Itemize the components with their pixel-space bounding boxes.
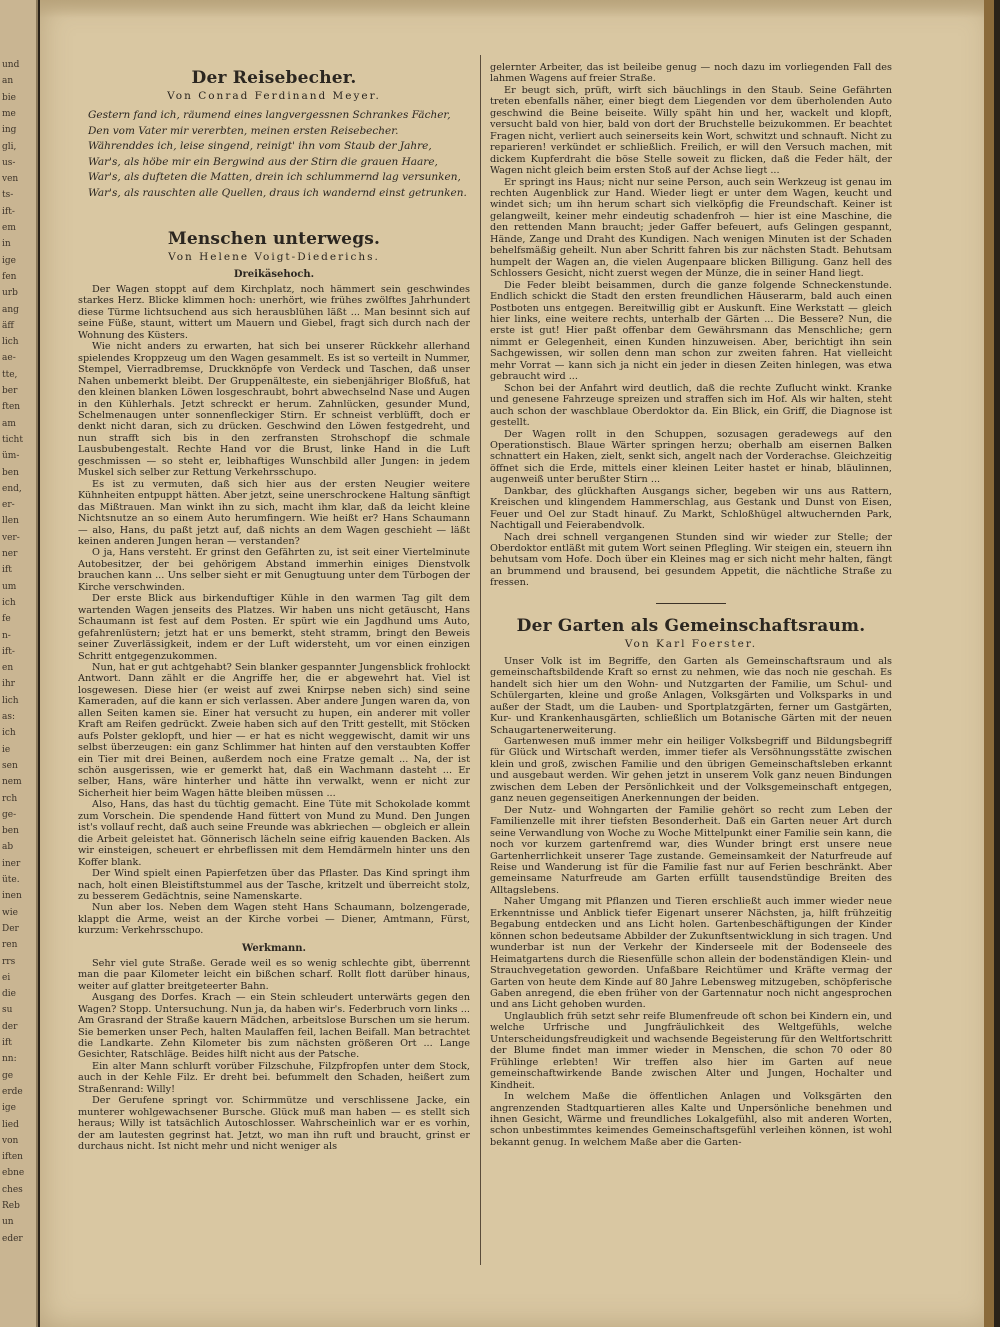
continuation-paragraph: Dankbar, des glückhaften Ausgangs sicher, begeben wir uns aus Rattern, Kreischen und klingendem Hammerschlag, aus Gestank und Dunst von Eisen, Feuer und Oel zur Stadt hinauf. Zu Markt, Schloßhügel altwuchernden Park, Nachtigall und Feierabendvolk. (490, 485, 892, 532)
margin-fragment: der (2, 1021, 18, 1032)
margin-fragment: ich (2, 728, 16, 739)
garten-paragraph: Der Nutz- und Wohngarten der Familie gehört so recht zum Leben der Familienzelle mit ihrer tiefsten Besonderheit. Daß ein Garten neuer Art durch seine Verwandlung von Woche zu Woche Mittelpunkt einer Familie sein kann, die noch vor kurzem gartenfremd war, dies Wunder bringt erst unsere neue Gartenherrlichkeit unserer Tage zustande. Gemeinsamkeit der Naturfreude auf Reise und Wanderung ist für die Familie fast nur auf Ferien beschränkt. Aber gemeinsame Naturfreude am Garten erfüllt tausendstündige Breiten des Alltagslebens. (490, 804, 892, 896)
margin-fragment: ab (2, 842, 14, 853)
margin-fragment: rch (2, 793, 18, 804)
margin-fragment: su (2, 1005, 13, 1016)
margin-fragment: üm- (2, 451, 20, 462)
article-separator-rule (656, 603, 726, 604)
continuation-paragraph: Der Wagen rollt in den Schuppen, sozusagen geradewegs auf den Operationstisch. Blaue Wärter springen herzu; oberhalb am eisernen Balken schnattert ein Haken, zielt, senkt sich, angelt nach der Vorderachse. Gleichzeitig öffnet sich die Erde, mittels einer kleinen Leiter hastet er hinab, bläulinnen, augenweiß unter berußter Stirn ... (490, 428, 892, 486)
margin-fragment: lied (2, 1119, 19, 1130)
werkmann-paragraph: Ein alter Mann schlurft vorüber Filzschuhe, Filzpfropfen unter dem Stock, auch in der Kehle Filz. Er dreht bei. befummelt den Schaden, heißert zum Straßenrand: Willy! (78, 1060, 470, 1095)
margin-fragment: em (2, 223, 16, 233)
article-body-part1 (78, 284, 470, 937)
margin-fragment: ing (2, 125, 17, 136)
poem-line: Währenddes ich, leise singend, reinigt' ihn vom Staub der Jahre, (88, 140, 432, 152)
margin-fragment: ihr (2, 679, 15, 690)
margin-fragment: lich (2, 695, 19, 706)
menschen-paragraph: Der Wagen stoppt auf dem Kirchplatz, noch hämmert sein geschwindes starkes Herz. Blicke klimmen hoch: unerhört, wie frühes zwölftes Jahrhundert diese Türme lichtsuchend aus sich herausblühen läßt ... Man besinnt sich auf seine Füße, staunt, wittert um Mauern und Giebel, fragt sich durch nach der Wohnung des Küsters. (78, 284, 470, 341)
margin-fragment: an (2, 76, 14, 87)
garten-paragraph: Unser Volk ist im Begriffe, den Garten als Gemeinschaftsraum und als gemeinschaftsbildende Kraft so ernst zu nehmen, wie das noch nie geschah. Es handelt sich hier um den Wohn- und Nutzgarten der Familie, um Schul- und Schülergarten, kleine und große Anlagen, Volksgärten und Volksparks in und außer der Stadt, um die Lauben- und Sportplatzgärten, ferner um Gastgärten, Kur- und Krankenhausgärten, schließlich um Botanische Gärten mit der neuen Schaugartenerweiterung. (490, 655, 892, 736)
book-binding-edge (984, 0, 994, 1327)
article-title-garten: Der Garten als Gemeinschaftsraum. (516, 615, 866, 636)
margin-fragment: ift (2, 565, 12, 576)
margin-fragment: sen (2, 760, 18, 771)
garten-paragraph: Gartenwesen muß immer mehr ein heiliger Volksbegriff und Bildungsbegriff für Glück und Wirtschaft werden, immer tiefer als Versöhnungsstätte zwischen klein und groß, zwischen Familie und den übrigen Gemeinschaftsleben erkannt und ausgebaut werden. Wir gehen jetzt in unserem Volk ganz neuen Bindungen zwischen dem Leben der Persönlichkeit und der Volksgemeinschaft entgegen, ganz neuen gegenseitigen Anerkennungen der beiden. (490, 736, 892, 805)
margin-fragment: ren (2, 940, 18, 951)
continuation-paragraph: Nach drei schnell vergangenen Stunden sind wir wieder zur Stelle; der Oberdoktor entläßt mit gutem Wort seinen Pflegling. Wir steigen ein, steuern ihn behutsam vom Hofe. Doch über ein Kleines mag er sich nicht mehr halten, fängt an brummend und brausend, bei gesundem Appetit, die nächtliche Straße zu fressen. (490, 531, 892, 589)
margin-fragment: ige (2, 1103, 16, 1114)
menschen-paragraph: Der Wind spielt einen Papierfetzen über das Pflaster. Das Kind springt ihm nach, holt einen Bleistiftstummel aus der Tasche, kritzelt und überreicht stolz, zu besserem Gedächtnis, seine Namenskarte. (78, 868, 470, 903)
margin-fragment: lich (2, 337, 19, 348)
margin-fragment: tte, (2, 369, 18, 380)
margin-fragment: ebne (2, 1168, 25, 1179)
continuation-paragraph: Die Feder bleibt beisammen, durch die ganze folgende Schneckenstunde. Endlich schickt die Stadt den ersten freundlichen Häuserarm, bald auch einen Postboten uns entgegen. Bereitwillig gibt er Auskunft. Eine Werkstatt — gleich hier links, eine weitere rechts, unterhalb der Gärten ... Die Bessere? Nun, die erste ist gut! Hier paßt offenbar dem Gewährsmann das Menschliche; gern nimmt er Gelegenheit, einen Kunden hinzuweisen. Aber, berichtigt ihn sein Sachgewissen, wir sollen denn man schon zur zweiten fahren. Hat vielleicht mehr Vorrat — kann sich ja nicht ein jeder in diesen Zeiten hinlegen, was etwa gebraucht wird ... (490, 279, 892, 383)
margin-fragment: von (2, 1135, 19, 1146)
margin-fragment: ie (2, 744, 11, 755)
margin-fragment: üte. (2, 875, 20, 885)
margin-fragment: ich (2, 597, 16, 608)
margin-fragment: Reb (2, 1201, 20, 1211)
poem-line: Gestern fand ich, räumend eines langvergessnen Schrankes Fächer, (88, 109, 451, 121)
margin-fragment: ift (2, 1038, 12, 1048)
menschen-paragraph: Also, Hans, das hast du tüchtig gemacht. Eine Tüte mit Schokolade kommt zum Vorschein. Die spendende Hand füttert von Mund zu Mund. Den Jungen ist's vollauf recht, daß auch seine Freunde was abkriechen — obgleich er allein die Arbeit geleistet hat. Gönnerisch lächeln seine eifrig kauenden Backen. Als wir einsteigen, scheuert er ehrbeflissen mit dem Hemdärmeln hinter uns den Koffer blank. (78, 799, 470, 868)
continuation-paragraph: Er springt ins Haus; nicht nur seine Person, auch sein Werkzeug ist genau im rechten Augenblick zur Hand. Wieder liegt er unter dem Wagen, keucht und windet sich; um ihn herum schart sich vielköpfig die Freundschaft. Keiner ist gelangweilt, keiner mehr eindeutig schadenfroh — hier ist eine Maschine, die den rettenden Mann braucht; jeder Gaffer befeuert, aufs Gelingen gespannt, Hände, Zange und Draht des Kundigen. Nach wenigen Minuten ist der Schaden behelfsmäßig geheilt. Nun aber Schritt fahren bis zur nächsten Stadt. Behutsam humpelt der Wagen an, die vielen Augenpaare blicken Billigung. Ganz hell des Schlossers Gesicht, nicht zuerst wegen der Münze, die in seiner Hand liegt. (490, 176, 892, 280)
margin-fragment: in (2, 239, 11, 250)
article-continuation (490, 62, 892, 589)
page-shadow (40, 0, 994, 18)
menschen-paragraph: Der erste Blick aus birkenduftiger Kühle in den warmen Tag gilt dem wartenden Wagen jenseits des Platzes. Wir haben uns nicht getäuscht, Hans Schaumann ist fest auf dem Posten. Er spürt wie ein Jagdhund ums Auto, gefahrenlüstern; jetzt hat er uns bemerkt, steht stramm, bringt den Beweis seiner Zuverlässigkeit, indem er der Luft widersteht, um vor einen einzigen Schritt entgegenzukommen. (78, 593, 470, 662)
section-heading-werkmann: Werkmann. (241, 942, 307, 954)
margin-fragment: nem (2, 777, 22, 788)
margin-fragment: ben (2, 826, 19, 837)
menschen-paragraph: Nun aber los. Neben dem Wagen steht Hans Schaumann, bolzengerade, klappt die Arme, weist an der Kirche vorbei — Diener, Amtmann, Fürst, kurzum: Verkehrsschupo. (78, 902, 470, 937)
continuation-paragraph: Schon bei der Anfahrt wird deutlich, daß die rechte Zuflucht winkt. Kranke und genesene Fahrzeuge spreizen und straffen sich im Hof. Als wir halten, steht auch schon der waschblaue Oberdoktor da. Ein Blick, ein Griff, die Diagnose ist gestellt. (490, 382, 892, 429)
newspaper-page (40, 0, 994, 1327)
margin-fragment: llen (2, 516, 19, 527)
poem-line: Den vom Vater mir vererbten, meinen ersten Reisebecher. (88, 124, 399, 137)
article-byline-foerster: Von Karl Foerster. (624, 637, 758, 650)
poem-line: War's, als höbe mir ein Bergwind aus der Stirn die grauen Haare, (88, 155, 438, 168)
margin-fragment: me (2, 108, 16, 119)
article-title-menschen: Menschen unterwegs. (167, 229, 381, 249)
article-body-part2 (78, 958, 470, 1153)
poem-line: War's, als rauschten alle Quellen, draus ich wandernd einst getrunken. (88, 186, 467, 199)
margin-fragment: nn: (2, 1054, 17, 1065)
margin-fragment: und (2, 60, 20, 70)
margin-fragment: en (2, 663, 14, 674)
menschen-paragraph: Nun, hat er gut achtgehabt? Sein blanker gespannter Jungensblick frohlockt Antwort. Dann zählt er die Angriffe her, die er abgewehrt hat. Viel ist losgewesen. Diese hier (er weist auf zwei Knirpse neben sich) sind seine Kameraden, auf die kann er sich verlassen. Aber andere Jungen waren da, von allen Seiten kamen sie. Einer hat versucht zu hupen, ein anderer mit voller Kraft am Reifen gedrückt. Zweie haben sich auf den Tritt gestellt, mit Stöcken aufs Polster geklopft, und hier — er hat es nicht weggewischt, damit wir uns selbst überzeugen: ein ganz Schlimmer hat hinten auf den verstaubten Koffer ein Tier mit drei Beinen, außerdem noch eine Fratze gemalt ... Na, der ist schön ausgerissen, wie er gemerkt hat, daß ein Wachmann dasteht ... Er selber, Hans, wäre hinterher und hätte ihn verwalkt, wenn er nicht zur Sicherheit hier beim Wagen hätte bleiben müssen ... (78, 661, 470, 799)
margin-fragment: fe (2, 614, 11, 625)
margin-fragment: iften (2, 1152, 23, 1163)
poem-body (78, 108, 470, 201)
menschen-paragraph: O ja, Hans versteht. Er grinst den Gefährten zu, ist seit einer Viertelminute Autobesitzer, der bei gehörigem Abstand immerhin einiges Dienstvolk brauchen kann ... Uns selber sieht er mit Genugtuung unter dem Türbogen der Kirche verschwinden. (78, 547, 470, 593)
margin-fragment: ang (2, 304, 19, 315)
margin-fragment: die (2, 989, 16, 1000)
previous-page-edge (0, 0, 38, 1327)
margin-fragment: eder (2, 1233, 23, 1244)
margin-fragment: ches (2, 1184, 23, 1195)
margin-fragment: as: (2, 712, 16, 722)
margin-fragment: wie (2, 907, 18, 918)
margin-fragment: gli, (2, 141, 17, 152)
margin-fragment: ige (2, 255, 16, 266)
margin-fragment: ts- (2, 190, 14, 201)
margin-fragment: ae- (2, 353, 16, 364)
continuation-paragraph: Er beugt sich, prüft, wirft sich bäuchlings in den Staub. Seine Gefährten treten ebenfalls näher, einer biegt dem Liegenden vor dem überholenden Auto geschwind die Beine beiseite. Willy späht hin und her, wackelt und klopft, versucht bald von hier, bald von dort der Bruchstelle beizukommen. Er beachtet Fragen nicht, verliert auch seinerseits kein Wort, schwitzt und schnauft. Nicht zu reparieren! verkündet er schließlich. Freilich, er will den Versuch machen, mit dickem Kupferdraht die böse Stelle soweit zu flicken, daß die Feder hält, der Wagen nicht gleich beim ersten Stoß auf der Achse liegt ... (490, 84, 892, 177)
margin-fragment: urb (2, 288, 18, 299)
margin-fragment: iner (2, 858, 21, 869)
margin-fragment: ei (2, 972, 11, 983)
poem-line: War's, als dufteten die Matten, drein ich schlummernd lag versunken, (88, 171, 461, 183)
margin-fragment: am (2, 418, 16, 429)
margin-fragment: n- (2, 630, 11, 641)
margin-fragment: ver- (2, 532, 20, 543)
werkmann-paragraph: Der Gerufene springt vor. Schirmmütze und verschlissene Jacke, ein munterer wohlgewachsener Bursche. Glück muß man haben — es stellt sich heraus; Willy ist tatsächlich Autoschlosser. Wahrscheinlich war er es vorhin, der am lautesten gegrinst hat. Jetzt, wo man ihn ruft und braucht, grinst er durchaus nicht. Ist nicht mehr und nicht weniger als (78, 1095, 470, 1153)
margin-fragment: ift- (2, 206, 15, 217)
article-body-garten (490, 656, 892, 1148)
margin-fragment: bie (2, 92, 16, 103)
garten-paragraph: Naher Umgang mit Pflanzen und Tieren erschließt auch immer wieder neue Erkenntnisse und Anblick tiefer Eigenart unserer Nächsten, ja, hilft frühzeitig Begabung entdecken und ans Licht holen. Gartenbeschäftigungen der Kinder können schon bedeutsame Abbilder der Zukunftsentwicklung in sich tragen. Und wunderbar ist nun der Verkehr der Kinderseele mit der Bodenseele des Heimatgartens durch die Riesenfülle schon allein der bodenständigen Klein- und Strauchvegetation geworden. Unfaßbare Reichtümer und Kräfte vermag der Garten von heute dem Kinde auf 80 Jahre Lebensweg mitzugeben, schöpferische Gaben anregend, die eben früher von der Gartennatur noch nicht angesprochen und ans Licht gehoben wurden. (490, 896, 892, 1011)
margin-fragment: ber (2, 386, 18, 396)
margin-fragment: um (2, 581, 17, 592)
margin-fragment: un (2, 1217, 14, 1228)
poem-title: Der Reisebecher. (191, 68, 357, 88)
margin-fragment: end, (2, 483, 22, 494)
margin-fragment: Der (2, 923, 19, 934)
margin-fragment: ge- (2, 809, 17, 820)
margin-fragment: us- (2, 157, 16, 168)
werkmann-paragraph: Sehr viel gute Straße. Gerade weil es so wenig schlechte gibt, überrennt man die paar Kilometer leicht ein bißchen scharf. Rollt flott darüber hinaus, weiter auf glatter breitgeteerter Bahn. (78, 957, 470, 992)
garten-paragraph: Unglaublich früh setzt sehr reife Blumenfreude oft schon bei Kindern ein, und welche Urfrische und Jungfräulichkeit des Weltgefühls, welche Unterscheidungsfreudigkeit und wachsende Begeisterung für den Weltfortschritt der Blume findet man immer wieder in Menschen, die schon 70 oder 80 Frühlinge erlebten! Wir treffen also hier im Garten auf neue gemeinschaftwirkende Bande zwischen Alter und Jungen, Hochalter und Kindheit. (490, 1010, 892, 1091)
margin-fragment: ner (2, 549, 18, 559)
margin-fragment: er- (2, 500, 15, 511)
margin-fragment: äff (2, 320, 14, 331)
margin-fragment: inen (2, 891, 22, 902)
werkmann-paragraph: Ausgang des Dorfes. Krach — ein Stein schleudert unterwärts gegen den Wagen? Stopp. Untersuchung. Nun ja, da haben wir's. Federbruch vorn links ... Am Grasrand der Straße kauern Mädchen, arbeitslose Burschen um sie herum. Sie bemerken unser Pech, halten Maulaffen feil, lachen Beifall. Man betrachtet die Landkarte. Zehn Kilometer bis zum nächsten größeren Ort ... Lange Gesichter, Ratschläge. Beides hilft nicht aus der Patsche. (78, 992, 470, 1061)
section-heading-dreikaesehoch: Dreikäsehoch. (233, 269, 315, 280)
margin-fragment: ticht (2, 434, 23, 445)
margin-fragment: ge (2, 1070, 14, 1081)
continuation-paragraph: gelernter Arbeiter, das ist beileibe genug — noch dazu im vorliegenden Fall des lahmen Wagens auf freier Straße. (490, 62, 892, 85)
margin-fragment: ben (2, 467, 19, 478)
margin-fragment: ift- (2, 646, 15, 657)
margin-fragment: erde (2, 1086, 23, 1097)
right-column (490, 62, 892, 1148)
article-byline-voigt: Von Helene Voigt-Diederichs. (168, 251, 380, 263)
left-column (78, 60, 470, 1153)
margin-fragment: ven (2, 174, 19, 185)
margin-fragment: fen (2, 271, 17, 282)
column-divider (480, 55, 481, 1265)
poem-byline: Von Conrad Ferdinand Meyer. (167, 90, 381, 102)
garten-paragraph: In welchem Maße die öffentlichen Anlagen und Volksgärten den angrenzenden Stadtquartieren alles Kalte und Unpersönliche benehmen und ihnen Gesicht, Wärme und freundliches Lokalgefühl, also mit anderen Worten, schon unbestimmtes keimendes Gemeinschaftsgefühl verleihen können, ist wohl bekannt genug. In welchem Maße aber die Garten- (490, 1091, 892, 1148)
margin-fragment: ften (2, 402, 21, 413)
margin-fragment: rrs (2, 956, 16, 967)
menschen-paragraph: Es ist zu vermuten, daß sich hier aus der ersten Neugier weitere Kühnheiten entpuppt hätten. Aber jetzt, seine unerschrockene Haltung sänftigt das Mißtrauen. Man winkt ihn zu sich, macht ihm klar, daß da leicht kleine Nichtsnutze an so einem Auto herumfingern. Wie heißt er? Hans Schaumann — also, Hans, du paßt jetzt auf, daß nichts an dem Wagen geschieht — läßt keinen anderen Jungen heran — verstanden? (78, 478, 470, 547)
menschen-paragraph: Wie nicht anders zu erwarten, hat sich bei unserer Rückkehr allerhand spielendes Kroppzeug um den Wagen gesammelt. Es ist so verteilt in Nummer, Stempel, Vierradbremse, Druckknöpfe von Verdeck und Taschen, daß unser Nahen unbemerkt bleibt. Der Gruppenälteste, ein siebenjähriger Bloßfuß, hat den kleinen blanken Löwen losgeschraubt, bohrt abwechselnd Nase und Augen in den Kühlerhals. Jetzt schreckt er herum. Zahnlücken, gesunder Mund, Schelmenaugen unter sonnenfleckiger Stirn. Er schneist verblüfft, doch er denkt nicht daran, sich zu drücken. Geschwind den Löwen festgedreht, und nun strafft sich bis in den zerfransten Strohschopf die schmale Lausbubengestalt. Rechte Hand vor die Brust, linke Hand in die Luft geschmissen — so steht er, leibhaftiges Wunschbild aller Jungen: in jedem Muskel sich selber zur Rettung Verkehrsschupo. (78, 341, 470, 479)
